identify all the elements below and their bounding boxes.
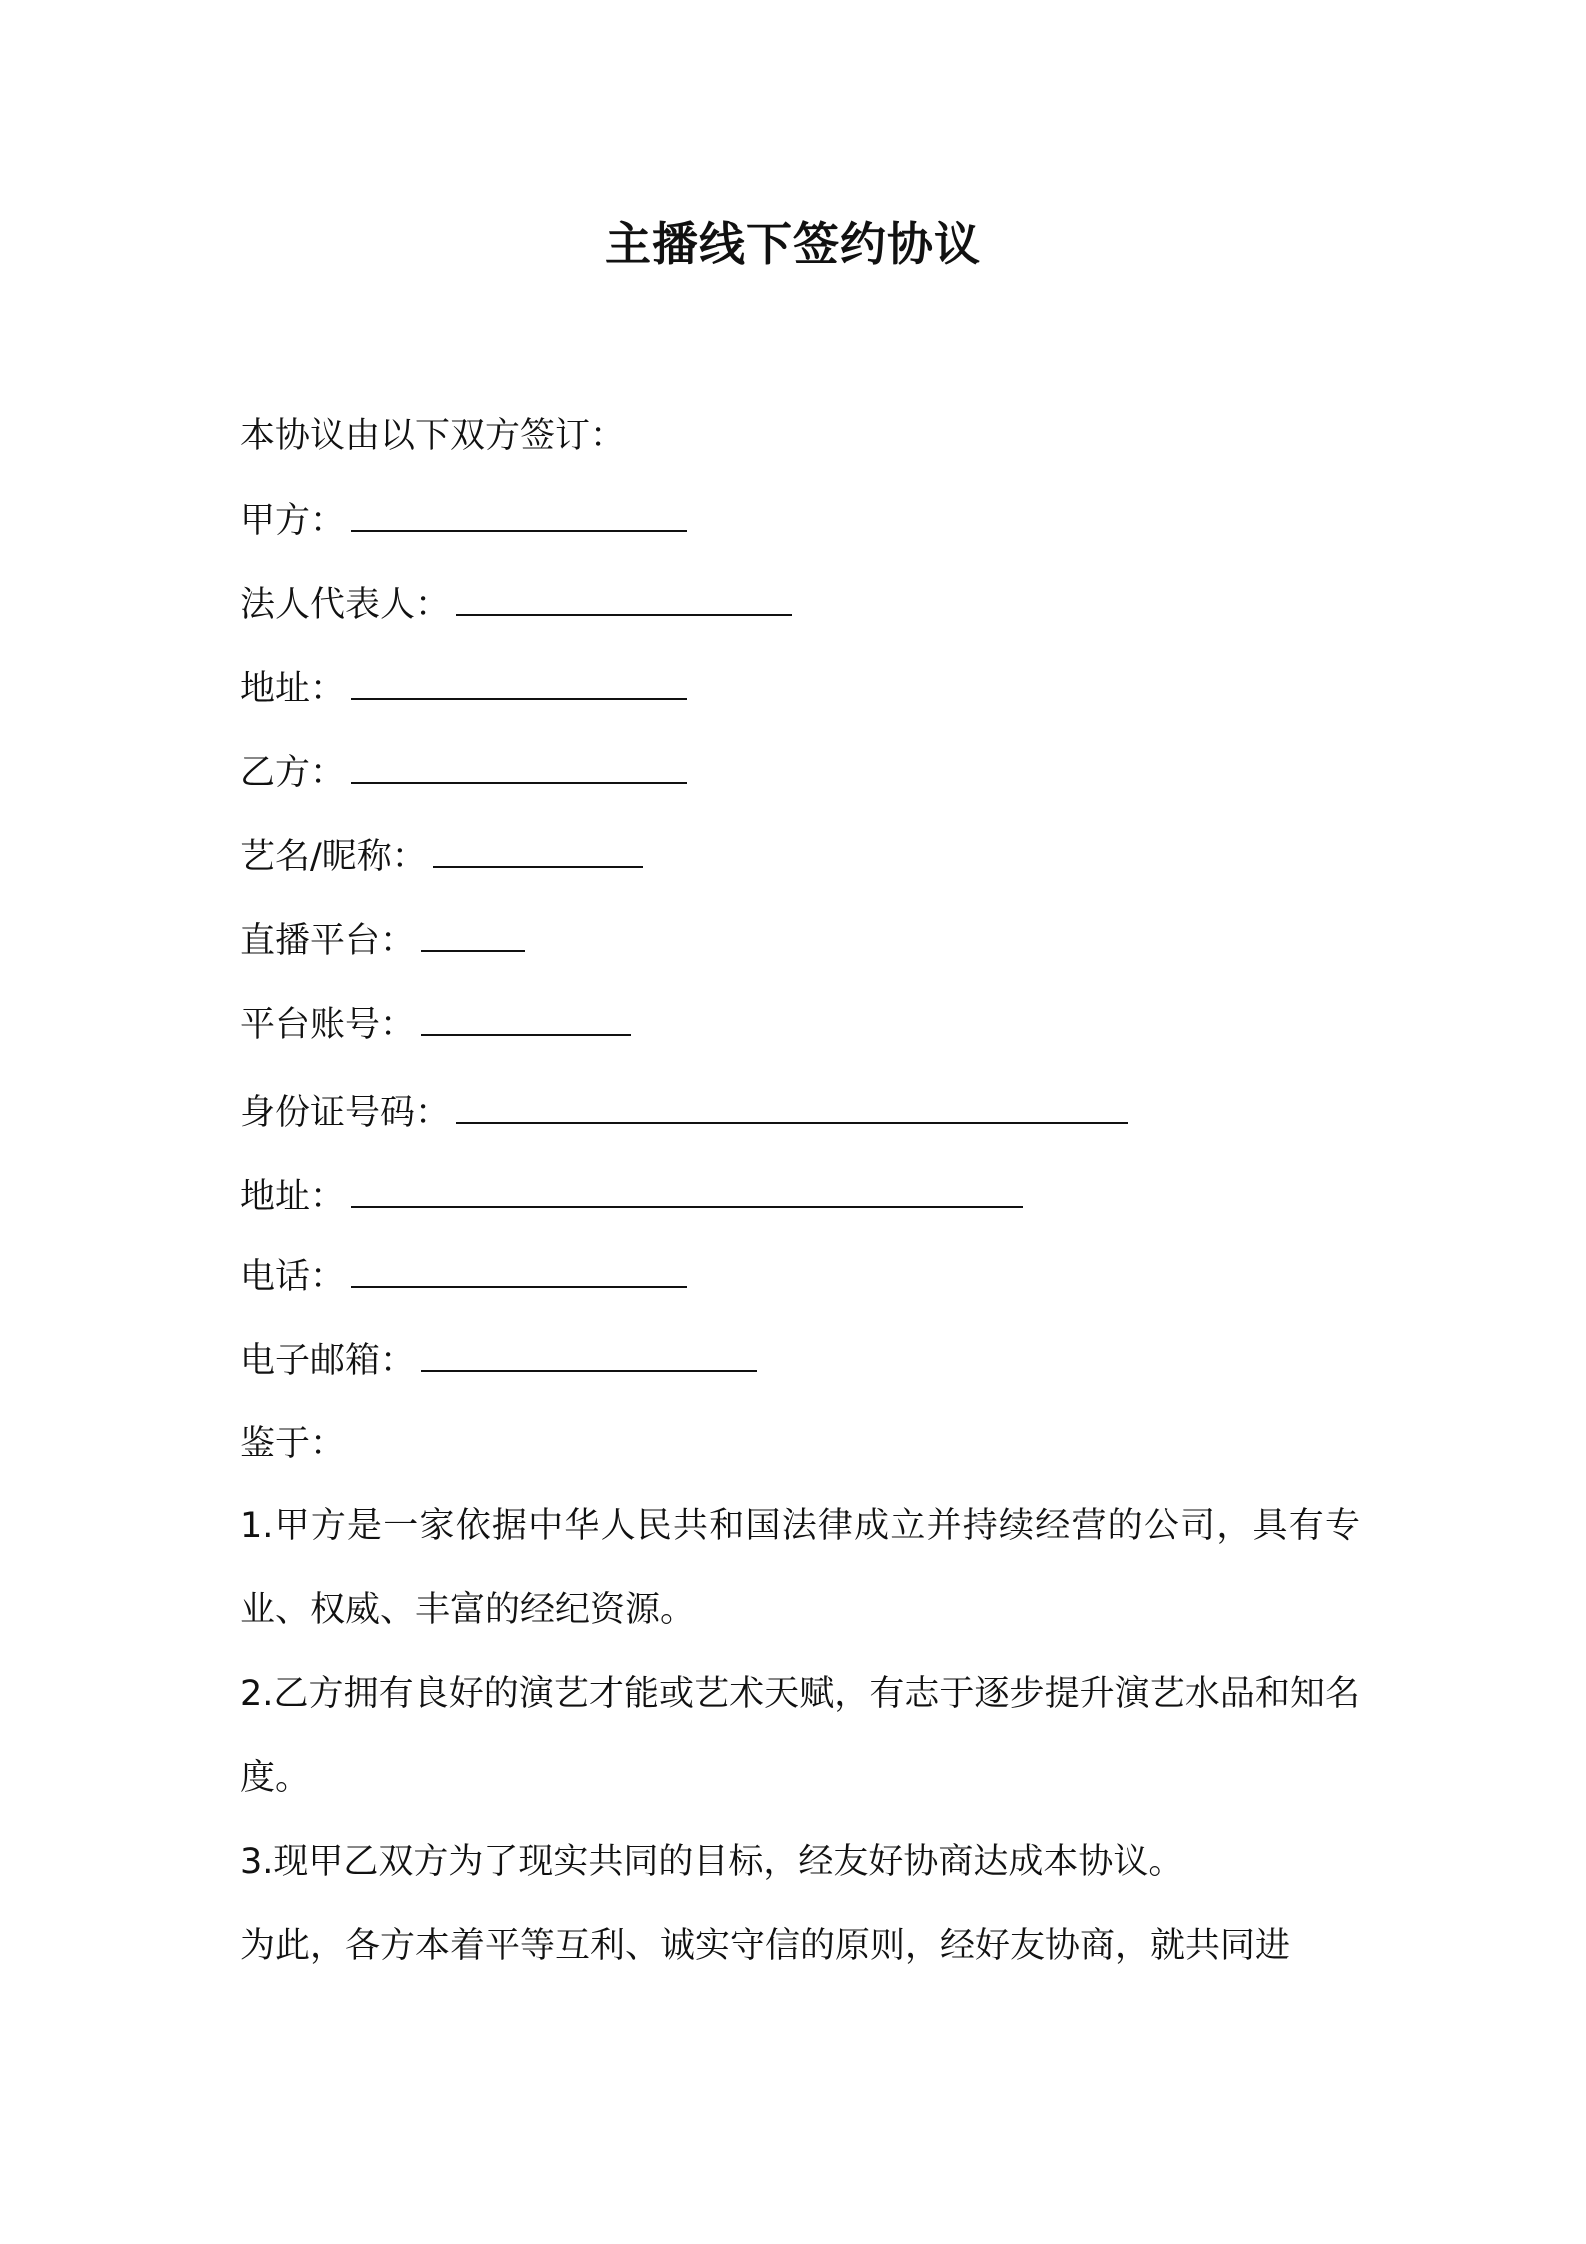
email-label: 电子邮箱： (240, 1341, 416, 1381)
stage-name-field (240, 832, 643, 881)
clause-1: 1.甲方是一家依据中华人民共和国法律成立并持续经营的公司，具有专业、权威、丰富的经纪资源。 (240, 1506, 1360, 1630)
live-platform-label: 直播平台： (240, 921, 416, 961)
phone-label: 电话： (240, 1257, 346, 1297)
address-a-field (240, 664, 687, 713)
party-b-field (240, 748, 687, 797)
address-a-label: 地址： (240, 669, 346, 709)
platform-account-label: 平台账号： (240, 1005, 416, 1045)
id-number-label: 身份证号码： (240, 1093, 451, 1133)
address-b-label: 地址： (240, 1177, 346, 1217)
legal-rep-blank (456, 580, 792, 616)
email-blank (421, 1336, 757, 1372)
address-a-blank (351, 664, 687, 700)
legal-rep-field (240, 580, 792, 629)
platform-account-blank (421, 1000, 631, 1036)
party-b-blank (351, 748, 687, 784)
whereas-heading: 鉴于： (240, 1424, 346, 1464)
phone-field (240, 1252, 687, 1301)
party-a-blank (351, 496, 687, 532)
live-platform-blank (421, 916, 525, 952)
clause-2: 2.乙方拥有良好的演艺才能或艺术天赋，有志于逐步提升演艺水品和知名度。 (240, 1674, 1360, 1798)
legal-rep-label: 法人代表人： (240, 585, 451, 625)
party-a-field (240, 496, 687, 545)
stage-name-blank (433, 832, 643, 868)
id-number-blank (456, 1088, 1128, 1124)
address-b-blank (351, 1172, 1023, 1208)
party-b-label: 乙方： (240, 753, 346, 793)
closing-text: 为此，各方本着平等互利、诚实守信的原则，经好友协商，就共同进 (240, 1926, 1291, 1966)
stage-name-label: 艺名/昵称： (240, 837, 427, 877)
intro-text: 本协议由以下双方签订： (240, 416, 626, 456)
party-a-label: 甲方： (240, 501, 346, 541)
phone-blank (351, 1252, 687, 1288)
address-b-field (240, 1172, 1023, 1221)
document-title: 主播线下签约协议 (605, 217, 981, 271)
clause-3: 3.现甲乙双方为了现实共同的目标，经友好协商达成本协议。 (240, 1842, 1184, 1882)
platform-account-field (240, 1000, 631, 1049)
email-field (240, 1336, 757, 1385)
live-platform-field (240, 916, 525, 965)
id-number-field (240, 1088, 1128, 1137)
